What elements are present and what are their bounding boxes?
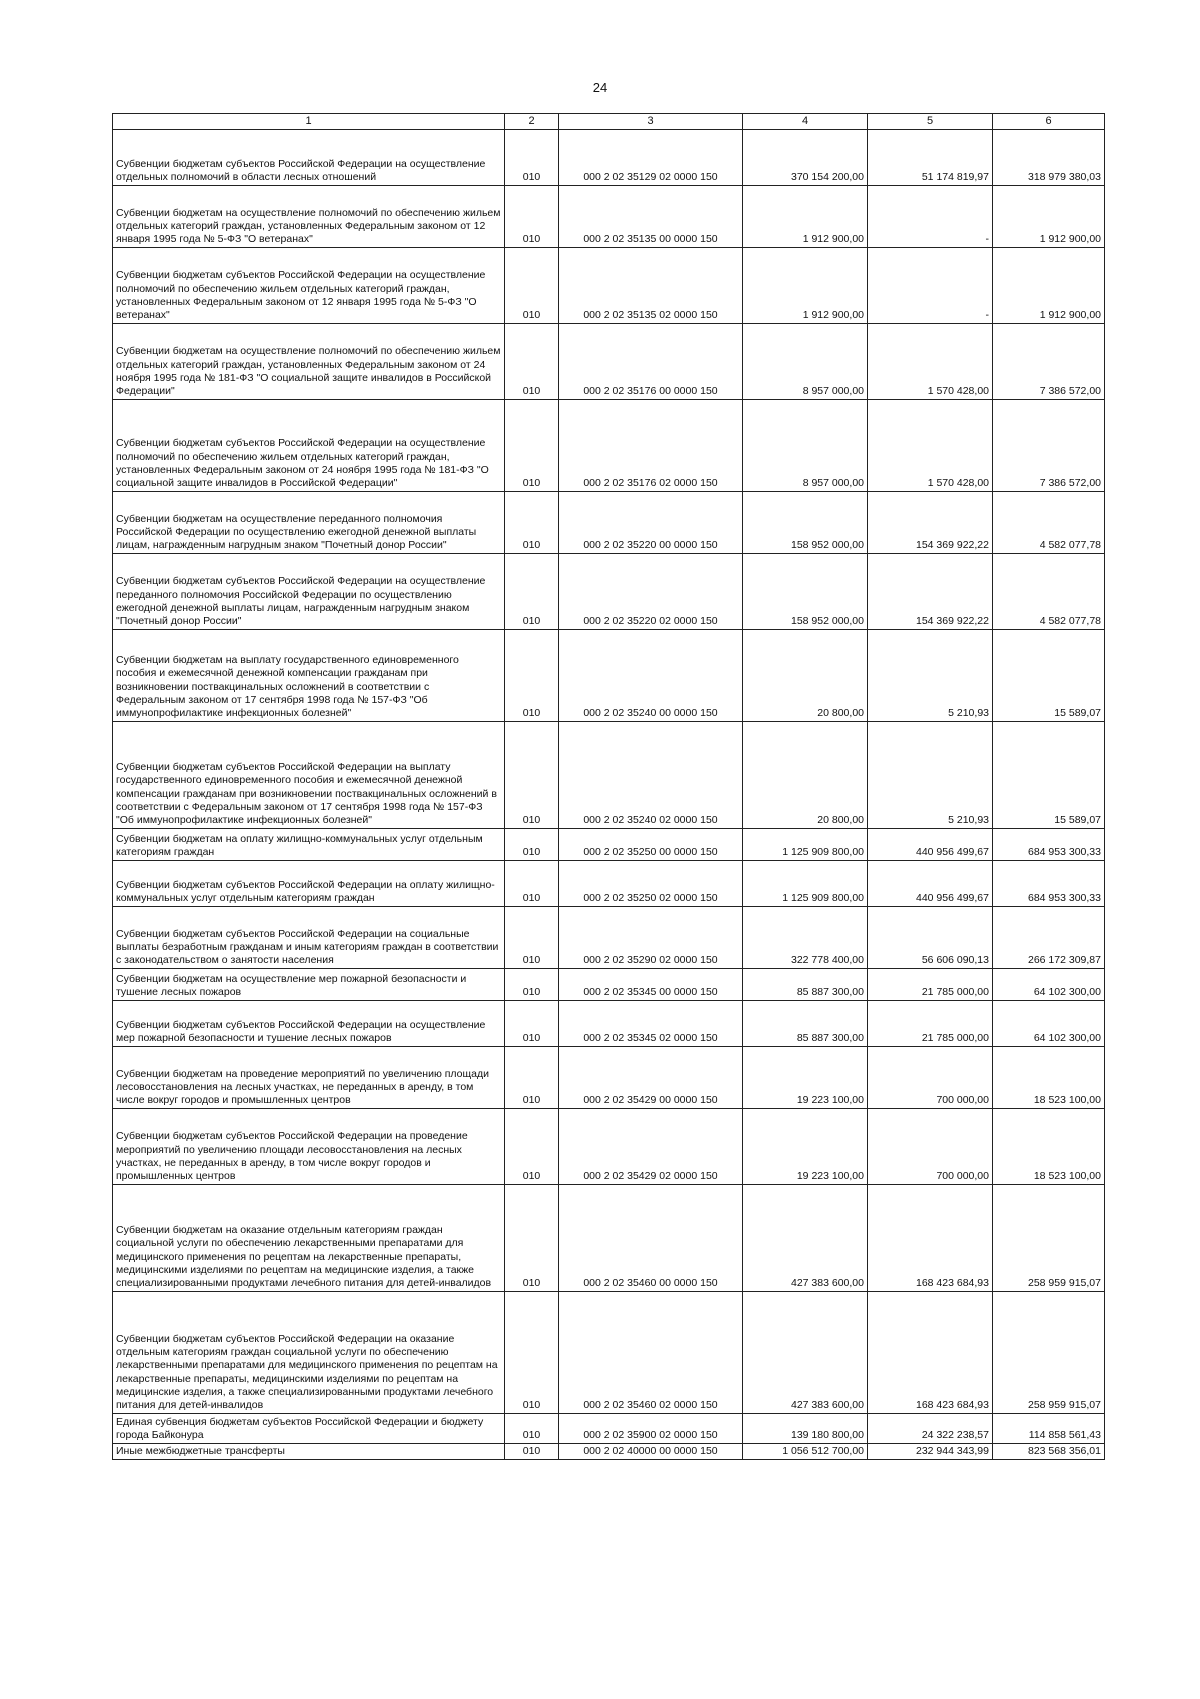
header-col-1: 1 [113, 114, 505, 130]
row-kbk-cell: 000 2 02 35135 00 0000 150 [559, 186, 743, 248]
row-unexecuted-cell: 64 102 300,00 [993, 969, 1105, 1001]
row-name-cell [113, 1185, 505, 1292]
row-code-cell: 010 [505, 1292, 559, 1414]
row-unexecuted-cell: 684 953 300,33 [993, 861, 1105, 907]
table-header [113, 114, 1105, 130]
row-unexecuted-cell: 64 102 300,00 [993, 1001, 1105, 1047]
header-col-5: 5 [868, 114, 993, 130]
table-row [113, 1001, 1105, 1047]
row-executed-cell: 232 944 343,99 [868, 1444, 993, 1460]
row-approved-cell: 85 887 300,00 [743, 1001, 868, 1047]
table-row [113, 324, 1105, 400]
row-name-cell [113, 969, 505, 1001]
row-kbk-cell: 000 2 02 35176 00 0000 150 [559, 324, 743, 400]
row-unexecuted-cell: 7 386 572,00 [993, 324, 1105, 400]
row-executed-cell: 5 210,93 [868, 630, 993, 722]
row-approved-cell: 8 957 000,00 [743, 324, 868, 400]
row-unexecuted-cell: 318 979 380,03 [993, 130, 1105, 186]
row-name-cell [113, 907, 505, 969]
budget-execution-table [112, 113, 1105, 1460]
row-name-cell [113, 630, 505, 722]
row-executed-cell: 5 210,93 [868, 722, 993, 829]
row-kbk-cell: 000 2 02 35460 00 0000 150 [559, 1185, 743, 1292]
row-code-cell: 010 [505, 969, 559, 1001]
row-name-text: Субвенции бюджетам субъектов Российской Федерации на осуществление мер пожарной безопасности и тушение лесных пожаров [116, 1018, 486, 1044]
row-approved-cell: 370 154 200,00 [743, 130, 868, 186]
row-approved-cell: 19 223 100,00 [743, 1109, 868, 1185]
table-body [113, 130, 1105, 1460]
row-approved-cell: 427 383 600,00 [743, 1185, 868, 1292]
row-code-cell: 010 [505, 630, 559, 722]
row-approved-cell: 20 800,00 [743, 630, 868, 722]
row-name-text: Субвенции бюджетам на оказание отдельным категориям граждан социальной услуги по обеспечению лекарственными препаратами для медицинского применения по рецептам на лекарственные препараты, медицинскими изделиями по рецептам на медицинские изделия, а также специализированными продуктами лечебного питания для детей-инвалидов [116, 1224, 492, 1289]
row-executed-cell: 154 369 922,22 [868, 492, 993, 554]
row-name-cell [113, 186, 505, 248]
row-kbk-cell: 000 2 02 35220 00 0000 150 [559, 492, 743, 554]
header-col-2: 2 [505, 114, 559, 130]
row-kbk-cell: 000 2 02 35176 02 0000 150 [559, 400, 743, 492]
row-name-cell [113, 1001, 505, 1047]
row-name-cell [113, 722, 505, 829]
row-name-cell [113, 492, 505, 554]
row-kbk-cell: 000 2 02 35220 02 0000 150 [559, 554, 743, 630]
table-row [113, 907, 1105, 969]
row-name-cell [113, 324, 505, 400]
row-name-text: Субвенции бюджетам на осуществление мер пожарной безопасности и тушение лесных пожаров [116, 972, 467, 998]
table-row [113, 186, 1105, 248]
row-code-cell: 010 [505, 1414, 559, 1444]
header-col-4: 4 [743, 114, 868, 130]
row-approved-cell: 1 125 909 800,00 [743, 829, 868, 861]
table-row [113, 1444, 1105, 1460]
row-name-cell [113, 1292, 505, 1414]
row-approved-cell: 19 223 100,00 [743, 1047, 868, 1109]
header-col-6: 6 [993, 114, 1105, 130]
table-row [113, 1109, 1105, 1185]
row-name-text: Субвенции бюджетам субъектов Российской Федерации на осуществление полномочий по обеспечению жильем отдельных категорий граждан, установленных Федеральным законом от 12 января 1995 года № 5-ФЗ "О ветеранах" [116, 269, 486, 321]
row-name-text: Субвенции бюджетам на осуществление переданного полномочия Российской Федерации по осуществлению ежегодной денежной выплаты лицам, награжденным нагрудным знаком "Почетный донор России" [116, 512, 477, 551]
row-approved-cell: 139 180 800,00 [743, 1414, 868, 1444]
row-kbk-cell: 000 2 02 35290 02 0000 150 [559, 907, 743, 969]
row-name-text: Субвенции бюджетам субъектов Российской Федерации на оказание отдельным категориям граждан социальной услуги по обеспечению лекарственными препаратами для медицинского применения по рецептам на лекарственные препараты, медицинскими изделиями по рецептам на медицинские изделия, а также специализированными продуктами лечебного питания для детей-инвалидов [116, 1332, 498, 1411]
row-code-cell: 010 [505, 248, 559, 324]
row-code-cell: 010 [505, 324, 559, 400]
row-code-cell: 010 [505, 1185, 559, 1292]
table-row [113, 829, 1105, 861]
table-row [113, 861, 1105, 907]
table-row [113, 1047, 1105, 1109]
row-executed-cell: 154 369 922,22 [868, 554, 993, 630]
row-name-text: Субвенции бюджетам субъектов Российской Федерации на осуществление полномочий по обеспечению жильем отдельных категорий граждан, установленных Федеральным законом от 24 ноября 1995 года № 181-ФЗ "О социальной защите инвалидов в Российской Федерации" [116, 437, 489, 489]
table-row [113, 248, 1105, 324]
row-name-text: Субвенции бюджетам субъектов Российской Федерации на оплату жилищно-коммунальных услуг отдельным категориям граждан [116, 878, 495, 904]
row-kbk-cell: 000 2 02 35345 02 0000 150 [559, 1001, 743, 1047]
row-name-text: Субвенции бюджетам субъектов Российской Федерации на проведение мероприятий по увеличению площади лесовосстановления на лесных участках, не переданных в аренду, в том числе вокруг городов и промышленных центров [116, 1130, 468, 1182]
row-unexecuted-cell: 1 912 900,00 [993, 248, 1105, 324]
row-kbk-cell: 000 2 02 35900 02 0000 150 [559, 1414, 743, 1444]
row-code-cell: 010 [505, 861, 559, 907]
row-unexecuted-cell: 7 386 572,00 [993, 400, 1105, 492]
table-row [113, 969, 1105, 1001]
row-unexecuted-cell: 114 858 561,43 [993, 1414, 1105, 1444]
row-kbk-cell: 000 2 02 40000 00 0000 150 [559, 1444, 743, 1460]
row-approved-cell: 427 383 600,00 [743, 1292, 868, 1414]
row-kbk-cell: 000 2 02 35135 02 0000 150 [559, 248, 743, 324]
row-name-cell [113, 1444, 505, 1460]
row-name-cell [113, 1109, 505, 1185]
row-executed-cell: 700 000,00 [868, 1047, 993, 1109]
row-executed-cell: 700 000,00 [868, 1109, 993, 1185]
row-name-cell [113, 829, 505, 861]
row-unexecuted-cell: 684 953 300,33 [993, 829, 1105, 861]
table-row [113, 400, 1105, 492]
row-unexecuted-cell: 15 589,07 [993, 722, 1105, 829]
row-executed-cell: 440 956 499,67 [868, 861, 993, 907]
row-name-cell [113, 130, 505, 186]
row-name-cell [113, 861, 505, 907]
row-executed-cell: 168 423 684,93 [868, 1185, 993, 1292]
row-name-text: Субвенции бюджетам субъектов Российской Федерации на осуществление переданного полномочия Российской Федерации по осуществлению ежегодной денежной выплаты лицам, награжденным нагрудным знаком "Почетный донор России" [116, 575, 486, 627]
row-name-text: Субвенции бюджетам на выплату государственного единовременного пособия и ежемесячной денежной компенсации гражданам при возникновении поствакцинальных осложнений в соответствии с Федеральным законом от 17 сентября 1998 года № 157-ФЗ "Об иммунопрофилактике инфекционных болезней" [116, 654, 459, 719]
row-kbk-cell: 000 2 02 35129 02 0000 150 [559, 130, 743, 186]
row-kbk-cell: 000 2 02 35345 00 0000 150 [559, 969, 743, 1001]
row-code-cell: 010 [505, 722, 559, 829]
row-approved-cell: 1 912 900,00 [743, 248, 868, 324]
row-unexecuted-cell: 1 912 900,00 [993, 186, 1105, 248]
row-approved-cell: 1 912 900,00 [743, 186, 868, 248]
row-code-cell: 010 [505, 829, 559, 861]
row-unexecuted-cell: 4 582 077,78 [993, 492, 1105, 554]
row-approved-cell: 322 778 400,00 [743, 907, 868, 969]
row-kbk-cell: 000 2 02 35250 02 0000 150 [559, 861, 743, 907]
row-executed-cell: 168 423 684,93 [868, 1292, 993, 1414]
row-executed-cell: 1 570 428,00 [868, 324, 993, 400]
row-code-cell: 010 [505, 1001, 559, 1047]
row-approved-cell: 158 952 000,00 [743, 554, 868, 630]
table-row [113, 1292, 1105, 1414]
row-kbk-cell: 000 2 02 35429 02 0000 150 [559, 1109, 743, 1185]
row-executed-cell: - [868, 248, 993, 324]
table-row [113, 630, 1105, 722]
row-name-cell [113, 554, 505, 630]
header-row [113, 114, 1105, 130]
row-code-cell: 010 [505, 1109, 559, 1185]
row-name-cell [113, 1414, 505, 1444]
row-code-cell: 010 [505, 1047, 559, 1109]
row-kbk-cell: 000 2 02 35460 02 0000 150 [559, 1292, 743, 1414]
table-row [113, 1414, 1105, 1444]
header-col-3: 3 [559, 114, 743, 130]
row-code-cell: 010 [505, 907, 559, 969]
row-unexecuted-cell: 15 589,07 [993, 630, 1105, 722]
row-unexecuted-cell: 18 523 100,00 [993, 1047, 1105, 1109]
row-unexecuted-cell: 258 959 915,07 [993, 1292, 1105, 1414]
row-approved-cell: 1 056 512 700,00 [743, 1444, 868, 1460]
row-name-text: Субвенции бюджетам на осуществление полномочий по обеспечению жильем отдельных категорий граждан, установленных Федеральным законом от 24 ноября 1995 года № 181-ФЗ "О социальной защите инвалидов в Российской Федерации" [116, 345, 501, 397]
row-approved-cell: 20 800,00 [743, 722, 868, 829]
row-name-text: Субвенции бюджетам на оплату жилищно-коммунальных услуг отдельным категориям граждан [116, 832, 483, 858]
row-executed-cell: 21 785 000,00 [868, 1001, 993, 1047]
table-row [113, 1185, 1105, 1292]
row-approved-cell: 8 957 000,00 [743, 400, 868, 492]
row-unexecuted-cell: 4 582 077,78 [993, 554, 1105, 630]
row-unexecuted-cell: 266 172 309,87 [993, 907, 1105, 969]
row-name-cell [113, 400, 505, 492]
row-name-text: Субвенции бюджетам на проведение мероприятий по увеличению площади лесовосстановления на лесных участках, не переданных в аренду, в том числе вокруг городов и промышленных центров [116, 1067, 489, 1106]
row-unexecuted-cell: 258 959 915,07 [993, 1185, 1105, 1292]
row-executed-cell: 51 174 819,97 [868, 130, 993, 186]
row-name-text: Субвенции бюджетам субъектов Российской Федерации на выплату государственного единовременного пособия и ежемесячной денежной компенсации гражданам при возникновении поствакцинальных осложнений в соответствии с Федеральным законом от 17 сентября 1998 года № 157-ФЗ "Об иммунопрофилактике инфекционных болезней" [116, 761, 497, 826]
row-name-text: Иные межбюджетные трансферты [116, 1445, 285, 1458]
row-kbk-cell: 000 2 02 35240 00 0000 150 [559, 630, 743, 722]
row-unexecuted-cell: 18 523 100,00 [993, 1109, 1105, 1185]
table-row [113, 492, 1105, 554]
row-name-text: Субвенции бюджетам на осуществление полномочий по обеспечению жильем отдельных категорий граждан, установленных Федеральным законом от 12 января 1995 года № 5-ФЗ "О ветеранах" [116, 206, 501, 245]
row-approved-cell: 158 952 000,00 [743, 492, 868, 554]
row-executed-cell: - [868, 186, 993, 248]
row-code-cell: 010 [505, 130, 559, 186]
page-number: 24 [592, 80, 608, 95]
row-executed-cell: 56 606 090,13 [868, 907, 993, 969]
row-code-cell: 010 [505, 400, 559, 492]
row-name-cell [113, 248, 505, 324]
row-name-text: Субвенции бюджетам субъектов Российской Федерации на осуществление отдельных полномочий в области лесных отношений [116, 157, 486, 183]
row-executed-cell: 21 785 000,00 [868, 969, 993, 1001]
row-code-cell: 010 [505, 1444, 559, 1460]
row-name-cell [113, 1047, 505, 1109]
row-code-cell: 010 [505, 554, 559, 630]
row-kbk-cell: 000 2 02 35429 00 0000 150 [559, 1047, 743, 1109]
table-row [113, 722, 1105, 829]
row-unexecuted-cell: 823 568 356,01 [993, 1444, 1105, 1460]
row-executed-cell: 24 322 238,57 [868, 1414, 993, 1444]
row-kbk-cell: 000 2 02 35250 00 0000 150 [559, 829, 743, 861]
table-row [113, 554, 1105, 630]
row-approved-cell: 1 125 909 800,00 [743, 861, 868, 907]
row-code-cell: 010 [505, 492, 559, 554]
row-code-cell: 010 [505, 186, 559, 248]
row-name-text: Единая субвенция бюджетам субъектов Российской Федерации и бюджету города Байконура [116, 1415, 484, 1441]
row-executed-cell: 440 956 499,67 [868, 829, 993, 861]
row-executed-cell: 1 570 428,00 [868, 400, 993, 492]
row-approved-cell: 85 887 300,00 [743, 969, 868, 1001]
row-kbk-cell: 000 2 02 35240 02 0000 150 [559, 722, 743, 829]
table-row [113, 130, 1105, 186]
row-name-text: Субвенции бюджетам субъектов Российской Федерации на социальные выплаты безработным гражданам и иным категориям граждан в соответствии с законодательством о занятости населения [116, 927, 499, 966]
